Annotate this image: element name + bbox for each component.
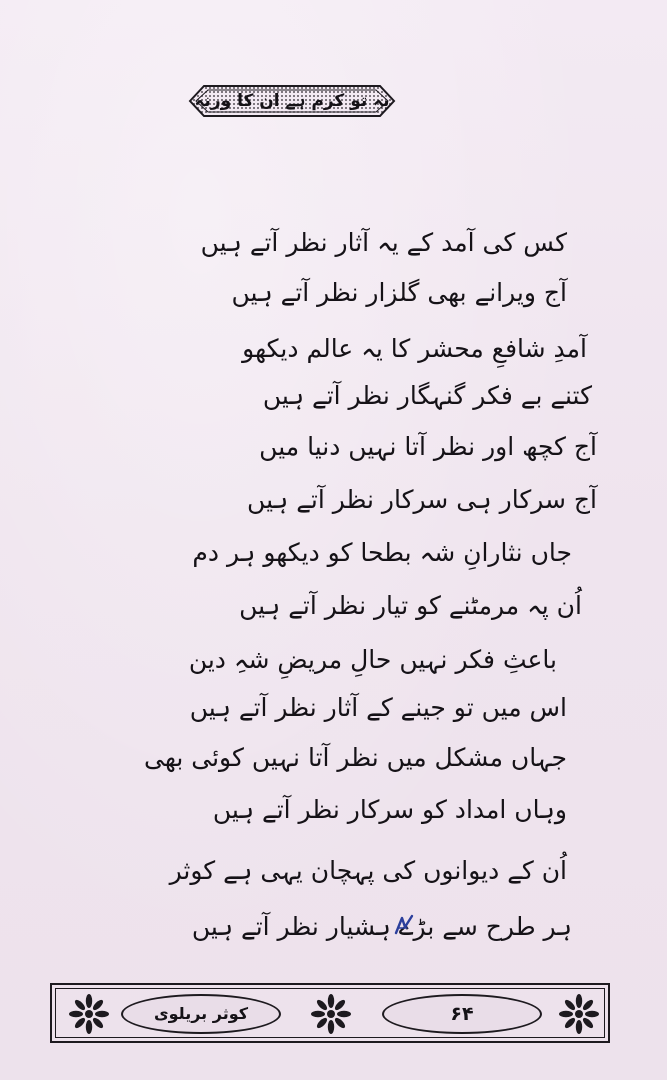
verse-line: آمدِ شافعِ محشر کا یہ عالم دیکھو: [242, 334, 587, 363]
verse-line: آج سرکار ہی سرکار نظر آتے ہیں: [247, 485, 597, 514]
page-number: ۶۴: [382, 994, 542, 1034]
verse-line: وہاں امداد کو سرکار نظر آتے ہیں: [212, 795, 567, 824]
flower-ornament-icon: [310, 993, 352, 1035]
verse-line: اس میں تو جینے کے آثار نظر آتے ہیں: [189, 693, 567, 722]
verse-line: جہاں مشکل میں نظر آتا نہیں کوئی بھی: [144, 743, 567, 772]
author-name: کوثر بریلوی: [121, 994, 281, 1034]
verse-line: کتنے بے فکر گنہگار نظر آتے ہیں: [262, 381, 592, 410]
flower-ornament-icon: [68, 993, 110, 1035]
verse-line: آج ویرانے بھی گلزار نظر آتے ہیں: [231, 278, 567, 307]
page-title: یہ تو کرم ہے ان کا ورنہ: [194, 91, 390, 111]
verse-line: کس کی آمد کے یہ آثار نظر آتے ہیں: [200, 228, 567, 257]
flower-ornament-icon: [558, 993, 600, 1035]
verse-line: اُن کے دیوانوں کی پہچان یہی ہے کوثر: [169, 856, 567, 885]
ink-pen-mark-icon: [393, 913, 415, 937]
verse-line: جاں نثارانِ شہ بطحا کو دیکھو ہر دم: [192, 538, 572, 567]
verse-line: آج کچھ اور نظر آتا نہیں دنیا میں: [259, 432, 597, 461]
verse-line: باعثِ فکر نہیں حالِ مریضِ شہِ دین: [188, 645, 557, 674]
verse-line: ہر طرح سے بڑے ہشیار نظر آتے ہیں: [191, 912, 572, 941]
verse-line: اُن پہ مرمٹنے کو تیار نظر آتے ہیں: [239, 591, 582, 620]
